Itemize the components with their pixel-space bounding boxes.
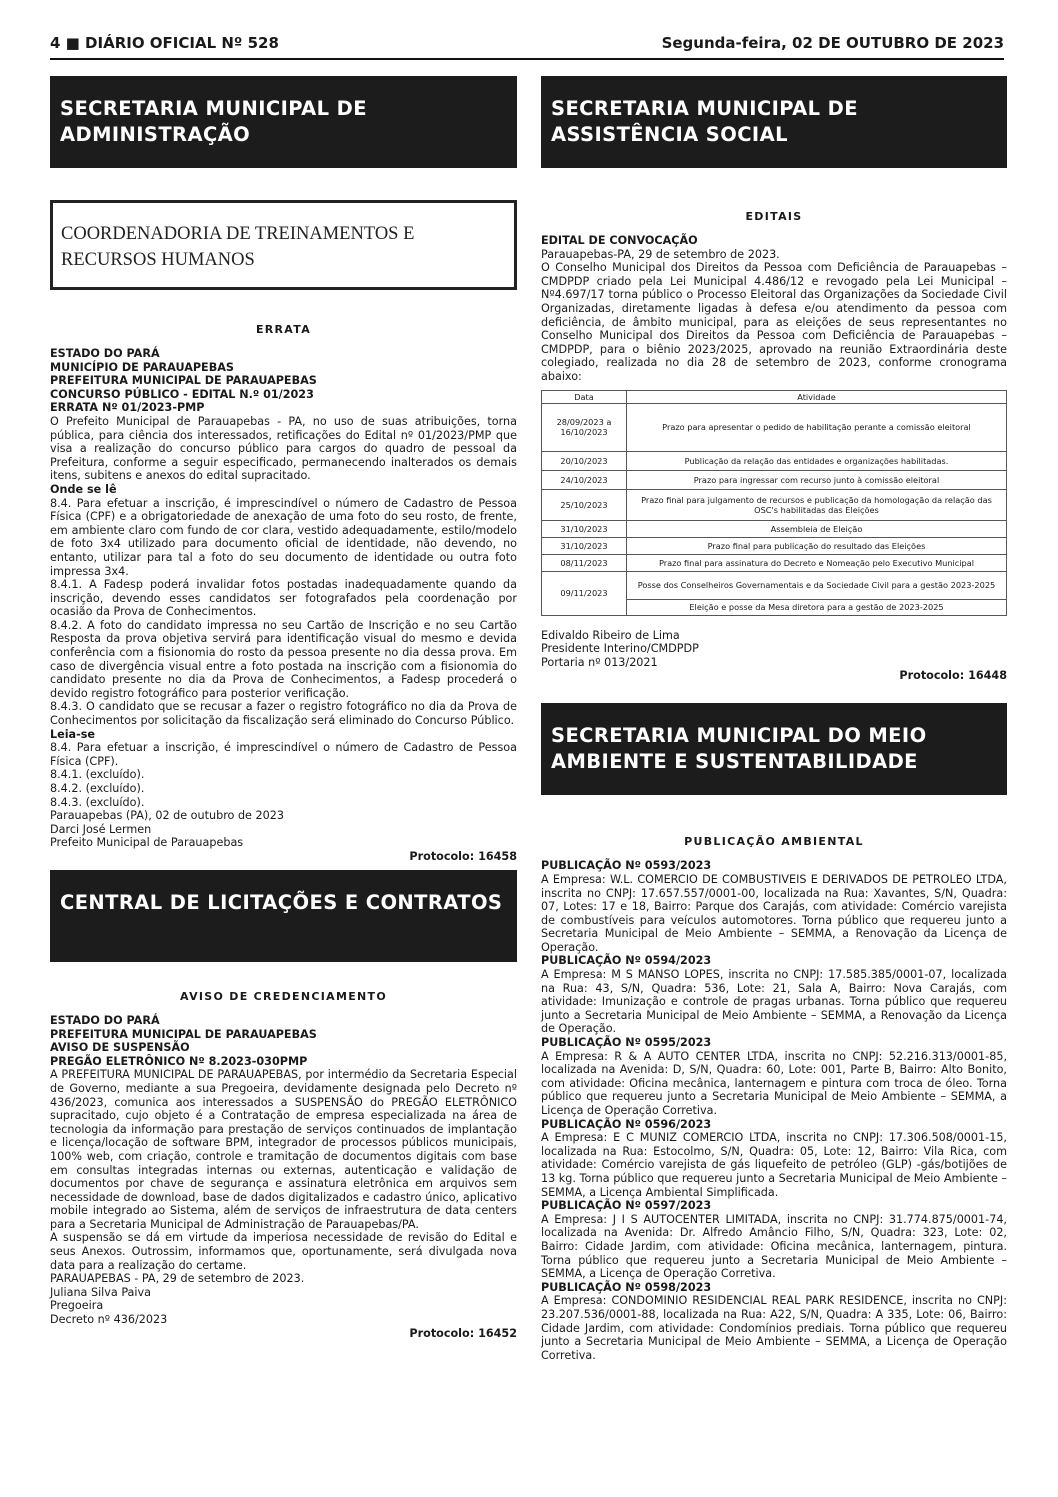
errata-protocolo: Protocolo: 16458 xyxy=(409,849,517,863)
table-row xyxy=(542,520,1007,537)
aviso-signature-line: PARAUAPEBAS - PA, 29 de setembro de 2023. xyxy=(50,1272,305,1286)
publicacao-text: A Empresa: E C MUNIZ COMERCIO LTDA, inscrita no CNPJ: 17.306.508/0001-15, localizada na Rua: Estocolmo, S/N, Quadra: 05, Lote: 12, Bairro: Vila Rica, com atividade: Comércio varejista de gás liquefeito de petróleo (GLP) -gás/botijões de 13 kg. Torna público que requereu junto a Secretaria Municipal de Meio Ambiente – SEMMA, a Licença Ambiental Simplificada. xyxy=(541,1131,1007,1199)
errata-signature-line: Parauapebas (PA), 02 de outubro de 2023 xyxy=(50,809,284,823)
onde-se-le-label: Onde se lê xyxy=(50,482,117,496)
edital-signature-line: Presidente Interino/CMDPDP xyxy=(541,642,699,656)
aviso-signature-line: Juliana Silva Paiva xyxy=(50,1285,151,1299)
ambiental-body xyxy=(541,859,1007,1362)
table-row xyxy=(542,489,1007,520)
table-cell-date: 25/10/2023 xyxy=(542,489,627,520)
errata-intro: O Prefeito Municipal de Parauapebas - PA, no uso de suas atribuições, torna pública, para ciência dos interessados, retificações do Edital nº 01/2023/PMP que visa a realização do concurso público para cargos do quadro de pessoal da Prefeitura, conforme a seguir especificado, permanecendo inalterados os demais itens, subitens e anexos do edital supracitado. xyxy=(50,414,517,483)
aviso-head-line: PREGÃO ELETRÔNICO Nº 8.2023-030PMP xyxy=(50,1054,308,1068)
table-cell-activity: Assembleia de Eleição xyxy=(627,520,1007,537)
table-header-data: Data xyxy=(542,390,627,403)
item-8-4-2: 8.4.2. A foto do candidato impressa no seu Cartão de Inscrição e no seu Cartão Resposta da prova objetiva servirá para identificação visual do mesmo e devida conferência com a fisionomia do rosto da pessoa presente no dia dessa prova. Em caso de divergência visual entre a foto postada na inscrição com a fisionomia do candidato presente no dia da Prova de Conhecimentos, a Fadesp procederá o devido registro fotográfico para posterior verificação. xyxy=(50,618,517,700)
edital-protocolo: Protocolo: 16448 xyxy=(899,669,1007,683)
new-item-line: 8.4.3. (excluído). xyxy=(50,795,145,809)
editais-body xyxy=(541,234,1007,683)
aviso-head-line: AVISO DE SUSPENSÃO xyxy=(50,1041,190,1055)
publicacao-head: PUBLICAÇÃO Nº 0598/2023 xyxy=(541,1280,712,1294)
publicacao-text: A Empresa: M S MANSO LOPES, inscrita no CNPJ: 17.585.385/0001-07, localizada na Rua: 43, S/N, Quadra: 536, Lote: 21, Sala A, Bairro: Nova Carajás, com atividade: Imunização e controle de pragas urbanas. Torna público que requereu junto a Secretaria Municipal de Meio Ambiente – SEMMA, a Renovação da Licença de Operação. xyxy=(541,968,1007,1036)
edital-signature-line: Edivaldo Ribeiro de Lima xyxy=(541,628,680,642)
page-header xyxy=(50,34,1004,60)
errata-body xyxy=(50,347,517,864)
errata-head-line: ERRATA Nº 01/2023-PMP xyxy=(50,401,205,415)
aviso-body xyxy=(50,1014,517,1341)
header-issue: 4 ■ DIÁRIO OFICIAL Nº 528 xyxy=(50,34,279,52)
table-cell-date: 28/09/2023 a 16/10/2023 xyxy=(542,403,627,451)
new-item-line: 8.4. Para efetuar a inscrição, é imprescindível o número de Cadastro de Pessoa Física (CPF). xyxy=(50,741,517,768)
item-8-4: 8.4. Para efetuar a inscrição, é imprescindível o número de Cadastro de Pessoa Física (CPF) e a obrigatoriedade de anexação de uma foto do seu rosto, de frente, em ambiente claro com fundo de cor clara, vestido adequadamente, estilo/modelo de foto 3x4 utilizado para documento oficial de identidade, não devendo, no entanto, utilizar para tal a foto do seu documento de identidade ou outra foto impressa 3x4. xyxy=(50,496,517,578)
aviso-protocolo: Protocolo: 16452 xyxy=(409,1326,517,1340)
publicacao-head: PUBLICAÇÃO Nº 0595/2023 xyxy=(541,1036,712,1050)
table-row xyxy=(542,571,1007,599)
right-column xyxy=(541,76,1007,1362)
publicacao-head: PUBLICAÇÃO Nº 0597/2023 xyxy=(541,1199,712,1213)
table-cell-activity: Prazo final para assinatura do Decreto e Nomeação pelo Executivo Municipal xyxy=(627,554,1007,571)
publicacao-text: A Empresa: R & A AUTO CENTER LTDA, inscrita no CNPJ: 52.216.313/0001-85, localizada na Avenida: D, S/N, Quadra: 60, Lote: 001, Parte B, Bairro: Alto Bonito, com atividade: Oficina mecânica, lanternagem e pintura com troca de óleo. Torna público que requereu junto a Secretaria Municipal de Meio Ambiente – SEMMA, a Licença de Operação Corretiva. xyxy=(541,1049,1007,1117)
section-title-licitacoes: CENTRAL DE LICITAÇÕES E CONTRATOS xyxy=(50,870,517,962)
table-header-row xyxy=(542,390,1007,403)
table-cell-activity: Prazo final para publicação do resultado das Eleições xyxy=(627,537,1007,554)
edital-head: EDITAL DE CONVOCAÇÃO xyxy=(541,234,698,247)
publicacao-text: A Empresa: CONDOMINIO RESIDENCIAL REAL PARK RESIDENCE, inscrita no CNPJ: 23.207.536/0001-88, localizada na Rua: A22, S/N, Quadra: A 335, Lote: 06, Bairro: Cidade Jardim, com atividade: Condomínios prediais. Torna público que requereu junto a Secretaria Municipal de Meio Ambiente – SEMMA, a Licença de Operação Corretiva. xyxy=(541,1294,1007,1362)
item-8-4-1: 8.4.1. A Fadesp poderá invalidar fotos postadas inadequadamente quando da inscrição, devendo esses candidatos ser fotografados pela coordenação por ocasião da Prova de Conhecimentos. xyxy=(50,578,517,619)
table-cell-activity: Posse dos Conselheiros Governamentais e da Sociedade Civil para a gestão 2023-2025 xyxy=(627,571,1007,599)
table-cell-activity: Publicação da relação das entidades e organizações habilitadas. xyxy=(627,451,1007,470)
publicacao-head: PUBLICAÇÃO Nº 0594/2023 xyxy=(541,954,712,968)
section-title-assistencia: SECRETARIA MUNICIPAL DE ASSISTÊNCIA SOCIAL xyxy=(541,76,1007,168)
publicacao-head: PUBLICAÇÃO Nº 0593/2023 xyxy=(541,859,712,873)
edital-date: Parauapebas-PA, 29 de setembro de 2023. xyxy=(541,247,780,261)
new-item-line: 8.4.1. (excluído). xyxy=(50,768,145,782)
item-8-4-3: 8.4.3. O candidato que se recusar a fazer o registro fotográfico no dia da Prova de Conhecimentos por solicitação da fiscalização será eliminado do Concurso Público. xyxy=(50,700,517,728)
cronograma-table xyxy=(541,390,1007,616)
table-header-atividade: Atividade xyxy=(627,390,1007,403)
errata-head-line: MUNICÍPIO DE PARAUAPEBAS xyxy=(50,360,234,374)
table-row xyxy=(542,451,1007,470)
table-cell-activity: Prazo para ingressar com recurso junto à comissão eleitoral xyxy=(627,470,1007,489)
ambiental-title: PUBLICAÇÃO AMBIENTAL xyxy=(684,835,864,849)
aviso-text-2: A suspensão se dá em virtude da imperiosa necessidade de revisão do Edital e seus Anexos. Outrossim, informamos que, oportunamente, será divulgada nova data para a realização do certame. xyxy=(50,1231,517,1272)
publicacao-head: PUBLICAÇÃO Nº 0596/2023 xyxy=(541,1117,712,1131)
errata-head-line: CONCURSO PÚBLICO - EDITAL N.º 01/2023 xyxy=(50,387,314,401)
table-row xyxy=(542,470,1007,489)
editais-title: EDITAIS xyxy=(745,210,803,223)
header-date: Segunda-feira, 02 DE OUTUBRO DE 2023 xyxy=(661,34,1004,52)
aviso-title: AVISO DE CREDENCIAMENTO xyxy=(180,989,387,1003)
errata-title: ERRATA xyxy=(255,323,312,336)
coordenadoria-box: COORDENADORIA DE TREINAMENTOS E RECURSOS HUMANOS xyxy=(50,200,517,290)
table-cell-activity: Prazo para apresentar o pedido de habilitação perante a comissão eleitoral xyxy=(627,403,1007,451)
table-row xyxy=(542,554,1007,571)
table-cell-activity: Prazo final para julgamento de recursos e publicação da homologação da relação das OSC's habilitadas das Eleições xyxy=(627,489,1007,520)
table-cell-date: 31/10/2023 xyxy=(542,520,627,537)
aviso-head-line: ESTADO DO PARÁ xyxy=(50,1013,160,1027)
new-item-line: 8.4.2. (excluído). xyxy=(50,782,145,795)
errata-head-line: ESTADO DO PARÁ xyxy=(50,347,160,360)
aviso-head-line: PREFEITURA MUNICIPAL DE PARAUAPEBAS xyxy=(50,1027,317,1041)
publicacao-text: A Empresa: J I S AUTOCENTER LIMITADA, inscrita no CNPJ: 31.774.875/0001-74, localizada na Avenida: Dr. Alfredo Amâncio Filho, S/N, Quadra: 323, Lote: 02, Bairro: Cidade Jardim, com atividade: Oficina mecânica, lanternagem, pintura. Torna público que requereu junto a Secretaria Municipal de Meio Ambiente – SEMMA, a Licença de Operação Corretiva. xyxy=(541,1212,1007,1281)
table-cell-date: 24/10/2023 xyxy=(542,470,627,489)
aviso-text: A PREFEITURA MUNICIPAL DE PARAUAPEBAS, por intermédio da Secretaria Especial de Governo, mediante a sua Pregoeira, devidamente designada pelo Decreto nº 436/2023, comunica aos interessados a SUSPENSÃO do PREGÃO ELETRÔNICO supracitado, cujo objeto é a Contratação de empresa especializada na área de tecnologia da informação para prestação de serviços continuados de implantação e licença/locação de software BPM, integrador de processos públicos municipais, 100% web, com criação, controle e tramitação de documentos digitais com base em consultas integradas internas ou externas, autenticação e validação de documentos por chave de segurança e assinatura eletrônica em arquivos sem necessidade de download, base de dados digitalizados e cadastro único, aplicativo mobile integrado ao Sistema, além de serviços de infraestrutura de data centers para a Secretaria Municipal de Administração de Parauapebas/PA. xyxy=(50,1068,517,1231)
aviso-signature-line: Decreto nº 436/2023 xyxy=(50,1313,168,1327)
table-row xyxy=(542,403,1007,451)
table-cell-date: 20/10/2023 xyxy=(542,451,627,470)
table-cell-date: 09/11/2023 xyxy=(542,571,627,615)
table-cell-date: 31/10/2023 xyxy=(542,537,627,554)
section-title-administracao: SECRETARIA MUNICIPAL DE ADMINISTRAÇÃO xyxy=(50,76,517,168)
errata-signature-line: Prefeito Municipal de Parauapebas xyxy=(50,836,244,850)
errata-signature-line: Darci José Lermen xyxy=(50,822,152,836)
aviso-signature-line: Pregoeira xyxy=(50,1299,104,1313)
table-cell-activity: Eleição e posse da Mesa diretora para a gestão de 2023-2025 xyxy=(627,599,1007,615)
left-column xyxy=(50,76,517,1341)
publicacao-text: A Empresa: W.L. COMERCIO DE COMBUSTIVEIS E DERIVADOS DE PETROLEO LTDA, inscrita no CNPJ: 17.657.557/0001-00, localizada na Rua: Xavantes, S/N, Quadra: 07, Lotes: 17 e 18, Bairro: Parque dos Carajás, com atividade: Comércio varejista de combustíveis para veículos automotores. Torna público que requereu junto a Secretaria Municipal de Meio Ambiente – SEMMA, a Renovação da Licença de Operação. xyxy=(541,872,1007,954)
edital-signature-line: Portaria nº 013/2021 xyxy=(541,655,658,669)
section-title-meio-ambiente: SECRETARIA MUNICIPAL DO MEIO AMBIENTE E SUSTENTABILIDADE xyxy=(541,703,1007,795)
table-cell-date: 08/11/2023 xyxy=(542,554,627,571)
errata-head-line: PREFEITURA MUNICIPAL DE PARAUAPEBAS xyxy=(50,374,317,388)
leia-se-label: Leia-se xyxy=(50,727,95,741)
edital-text: O Conselho Municipal dos Direitos da Pessoa com Deficiência de Parauapebas – CMDPDP criado pela Lei Municipal 4.486/12 e revogado pela Lei Municipal – Nº4.697/17 torna público o Processo Eleitoral das Organizações da Sociedade Civil Organizadas, diretamente ligadas à defesa e/ou atendimento da pessoa com deficiência, de âmbito municipal, para as eleições de seus representantes no Conselho Municipal dos Direitos da Pessoa com Deficiência de Parauapebas – CMDPDP, para o biênio 2023/2025, aprovado na reunião Extraordinária deste colegiado, realizada no dia 28 de setembro de 2023, conforme cronograma abaixo: xyxy=(541,261,1007,383)
table-row xyxy=(542,537,1007,554)
